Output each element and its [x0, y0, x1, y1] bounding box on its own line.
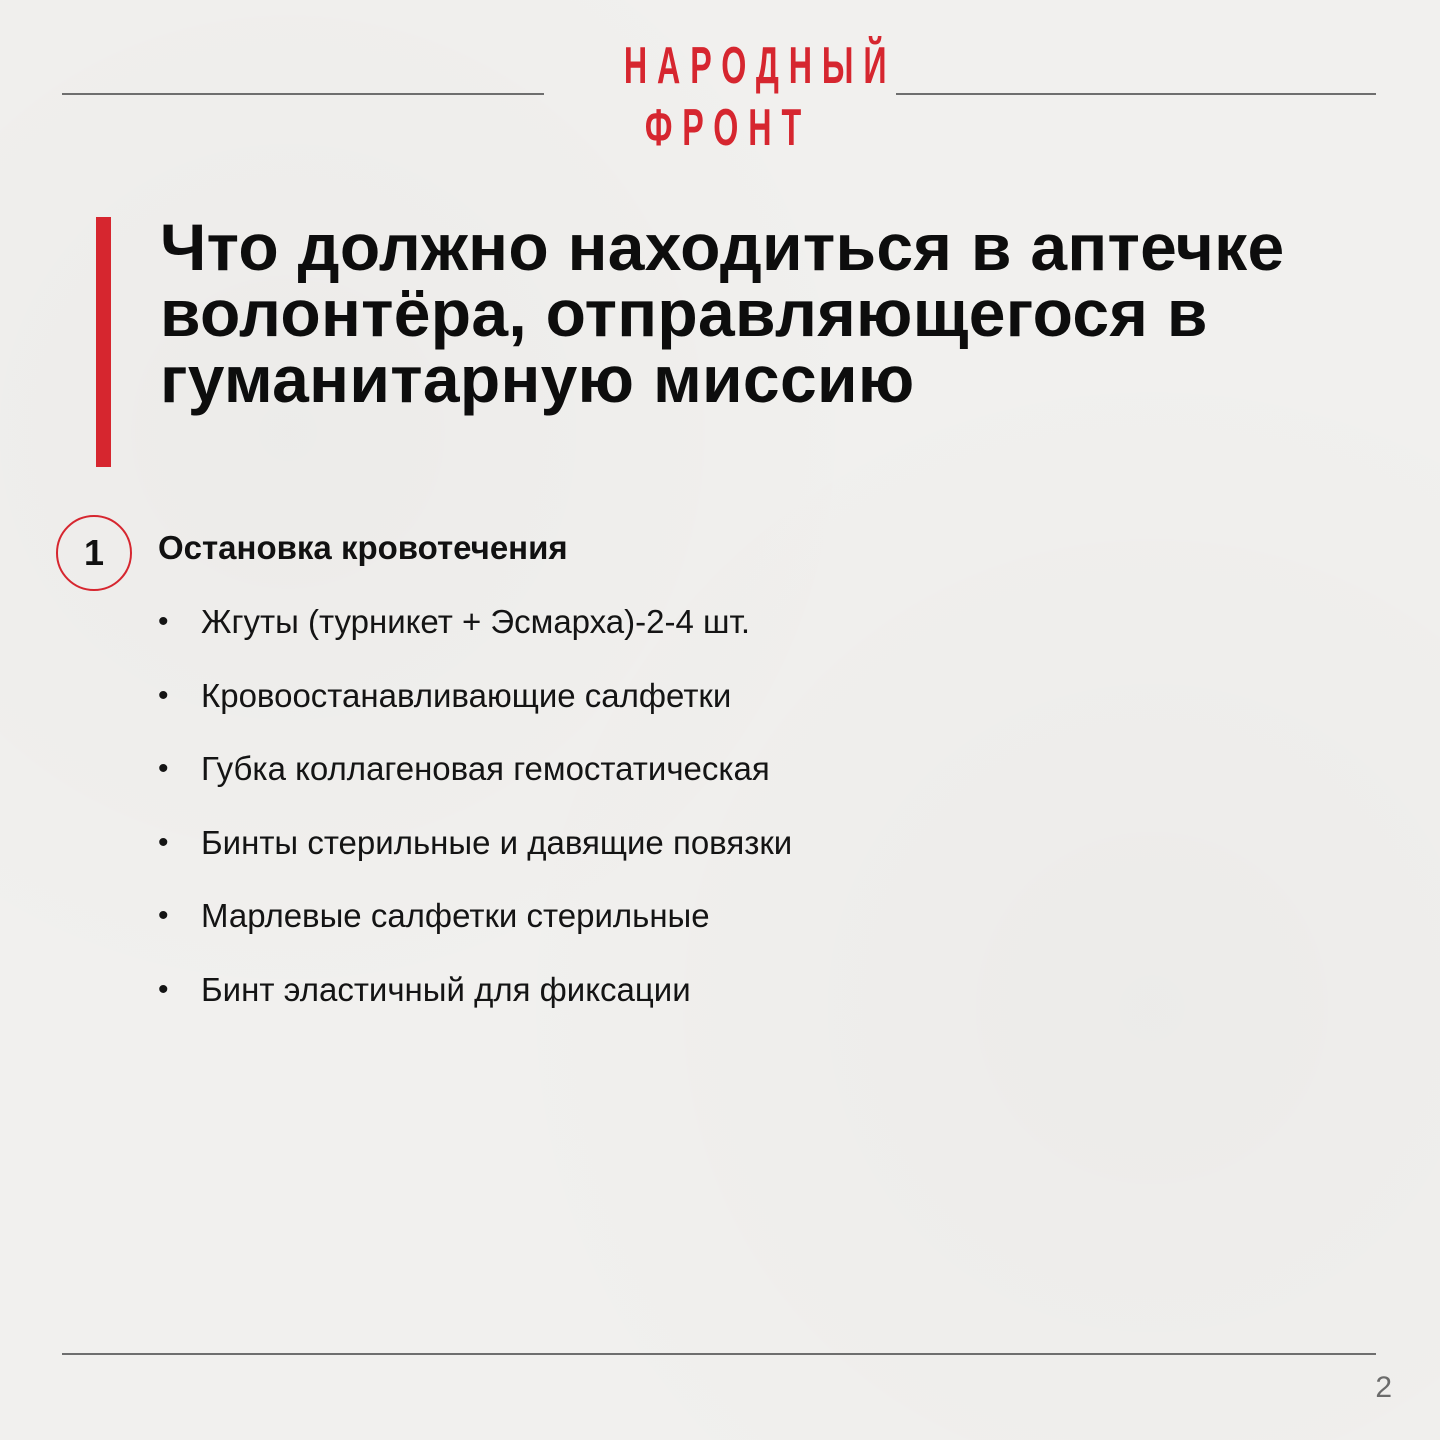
bullet-icon: •	[158, 605, 169, 638]
bullet-icon: •	[158, 972, 169, 1006]
section-number: 1	[83, 532, 105, 573]
page-number: 2	[1375, 1371, 1392, 1404]
bullet-icon: •	[158, 678, 169, 712]
heading-accent-bar	[96, 217, 111, 467]
list-item-text: Бинты стерильные и давящие повязки	[201, 823, 793, 861]
list-item	[158, 968, 792, 1042]
list-item-text: Губка коллагеновая гемостатическая	[201, 750, 770, 787]
list-item-text: Кровоостанавливающие салфетки	[201, 676, 732, 714]
list-item-text: Марлевые салфетки стерильные	[201, 897, 710, 934]
top-divider-right	[896, 93, 1376, 95]
list-item-text: Бинт эластичный для фиксации	[201, 970, 691, 1008]
bullet-icon: •	[158, 752, 169, 785]
list-item	[158, 821, 792, 895]
list-item	[158, 600, 792, 674]
logo-line-1: НАРОДНЫЙ	[623, 37, 897, 95]
list-item	[158, 747, 792, 821]
supply-list	[158, 600, 792, 1041]
bottom-divider	[62, 1353, 1376, 1355]
logo	[544, 37, 897, 157]
list-item	[158, 894, 792, 968]
logo-line-2: ФРОНТ	[644, 99, 812, 157]
list-item	[158, 674, 792, 748]
page-title: Что должно находиться в аптечке волонтёра, отправляющегося в гуманитарную миссию	[160, 210, 1285, 416]
bullet-icon: •	[158, 825, 169, 859]
section-number-badge	[56, 515, 132, 591]
top-divider-left	[62, 93, 544, 95]
list-item-text: Жгуты (турникет + Эсмарха)-2-4 шт.	[201, 603, 751, 640]
bullet-icon: •	[158, 899, 169, 932]
section-title: Остановка кровотечения	[158, 529, 568, 566]
